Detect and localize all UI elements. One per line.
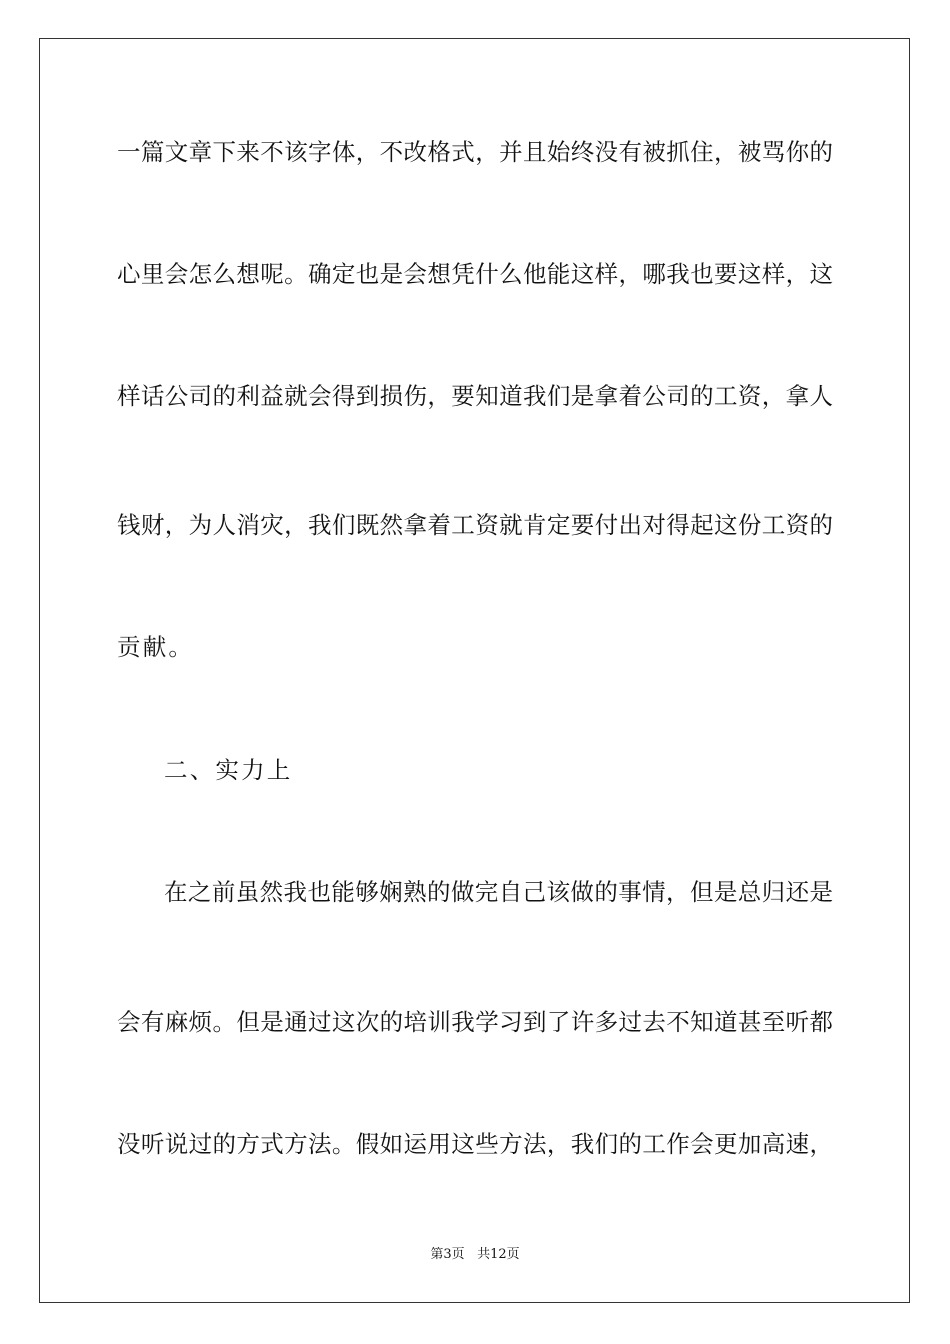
body-text-line-3: 样话公司的利益就会得到损伤，要知道我们是拿着公司的工资，拿人 bbox=[117, 382, 833, 410]
body-text-line-5: 贡献。 bbox=[117, 633, 195, 661]
body-text-line-1: 一篇文章下来不该字体，不改格式，并且始终没有被抓住，被骂你的 bbox=[117, 138, 833, 166]
body-text-line-4: 钱财，为人消灾，我们既然拿着工资就肯定要付出对得起这份工资的 bbox=[117, 511, 833, 539]
body-text-line-8: 没听说过的方式方法。假如运用这些方法，我们的工作会更加高速， bbox=[117, 1130, 833, 1158]
page-border bbox=[39, 38, 910, 1303]
page-total: 共12页 bbox=[477, 1247, 520, 1262]
body-text-line-6: 在之前虽然我也能够娴熟的做完自己该做的事情，但是总归还是 bbox=[164, 878, 833, 906]
page-number: 第3页 bbox=[430, 1247, 465, 1262]
section-heading: 二、实力上 bbox=[164, 756, 293, 784]
page-footer bbox=[0, 1247, 950, 1263]
body-text-line-2: 心里会怎么想呢。确定也是会想凭什么他能这样，哪我也要这样，这 bbox=[117, 260, 833, 288]
body-text-line-7: 会有麻烦。但是通过这次的培训我学习到了许多过去不知道甚至听都 bbox=[117, 1008, 833, 1036]
